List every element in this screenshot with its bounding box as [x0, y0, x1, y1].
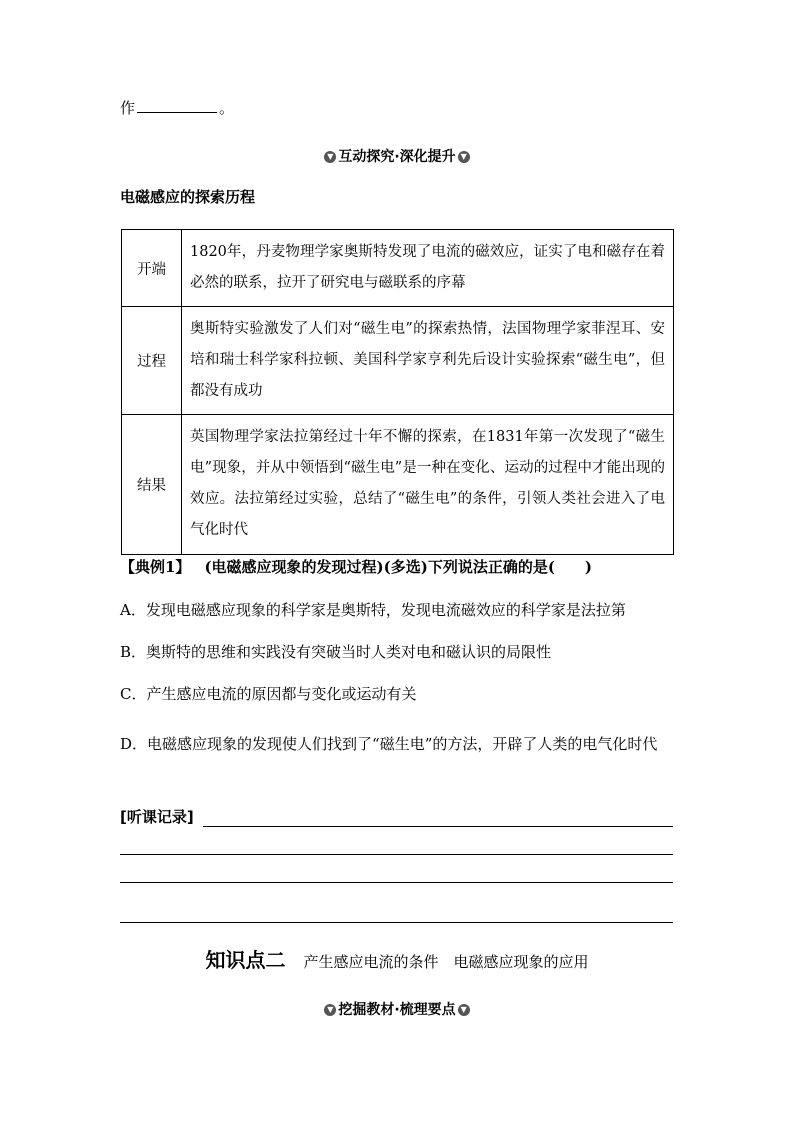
- answer-blank[interactable]: [137, 96, 217, 113]
- section-banner-interactive: [0, 146, 794, 166]
- answer-suffix: 。: [219, 99, 235, 117]
- section-banner-textbook: [0, 999, 794, 1019]
- option-a[interactable]: A．发现电磁感应现象的科学家是奥斯特，发现电流磁效应的科学家是法拉第: [120, 601, 626, 619]
- row-text: 英国物理学家法拉第经过十年不懈的探索，在1831年第一次发现了“磁生电”现象，并从中领悟到“磁生电”是一种在变化、运动的过程中才能出现的效应。法拉第经过实验，总结了“磁生电”的条件，引领人类社会进入了电气化时代: [182, 415, 674, 555]
- example-tag: 【典例1】: [120, 558, 191, 576]
- table-row: [122, 307, 674, 415]
- answer-line: [120, 96, 234, 120]
- row-text: 1820年，丹麦物理学家奥斯特发现了电流的磁效应，证实了电和磁存在着必然的联系，拉开了研究电与磁联系的序幕: [182, 230, 674, 307]
- option-d[interactable]: D．电磁感应现象的发现使人们找到了“磁生电”的方法，开辟了人类的电气化时代: [120, 735, 658, 753]
- banner-text: 挖掘教材·梳理要点: [338, 1002, 456, 1018]
- table-row: [122, 415, 674, 555]
- section-title: 电磁感应的探索历程: [120, 188, 256, 206]
- notes-line[interactable]: [120, 882, 673, 883]
- chevron-down-icon: ▼: [458, 1004, 470, 1016]
- notes-line[interactable]: [120, 922, 673, 923]
- option-b[interactable]: B．奥斯特的思维和实践没有突破当时人类对电和磁认识的局限性: [120, 643, 552, 661]
- banner-text: 互动探究·深化提升: [338, 149, 456, 165]
- answer-prefix: 作: [120, 99, 136, 117]
- knowledge-point-heading: [0, 944, 794, 973]
- chevron-down-icon: ▼: [324, 1004, 336, 1016]
- row-label: 开端: [122, 230, 182, 307]
- chevron-down-icon: ▼: [458, 151, 470, 163]
- notes-label: [听课记录]: [120, 808, 194, 826]
- notes-line[interactable]: [120, 854, 673, 855]
- row-label: 过程: [122, 307, 182, 415]
- example-stem: (电磁感应现象的发现过程)(多选)下列说法正确的是( ): [204, 558, 593, 576]
- example-heading: [120, 550, 675, 584]
- table-row: [122, 230, 674, 307]
- knowledge-point-title: 知识点二: [205, 948, 286, 972]
- notes-line[interactable]: [203, 826, 673, 827]
- row-label: 结果: [122, 415, 182, 555]
- knowledge-point-subtitle: 产生感应电流的条件 电磁感应现象的应用: [303, 953, 589, 971]
- history-table: [121, 229, 674, 555]
- chevron-down-icon: ▼: [324, 151, 336, 163]
- option-c[interactable]: C．产生感应电流的原因都与变化或运动有关: [120, 685, 417, 703]
- row-text: 奥斯特实验激发了人们对“磁生电”的探索热情，法国物理学家菲涅耳、安培和瑞士科学家科拉顿、美国科学家亨利先后设计实验探索“磁生电”，但都没有成功: [182, 307, 674, 415]
